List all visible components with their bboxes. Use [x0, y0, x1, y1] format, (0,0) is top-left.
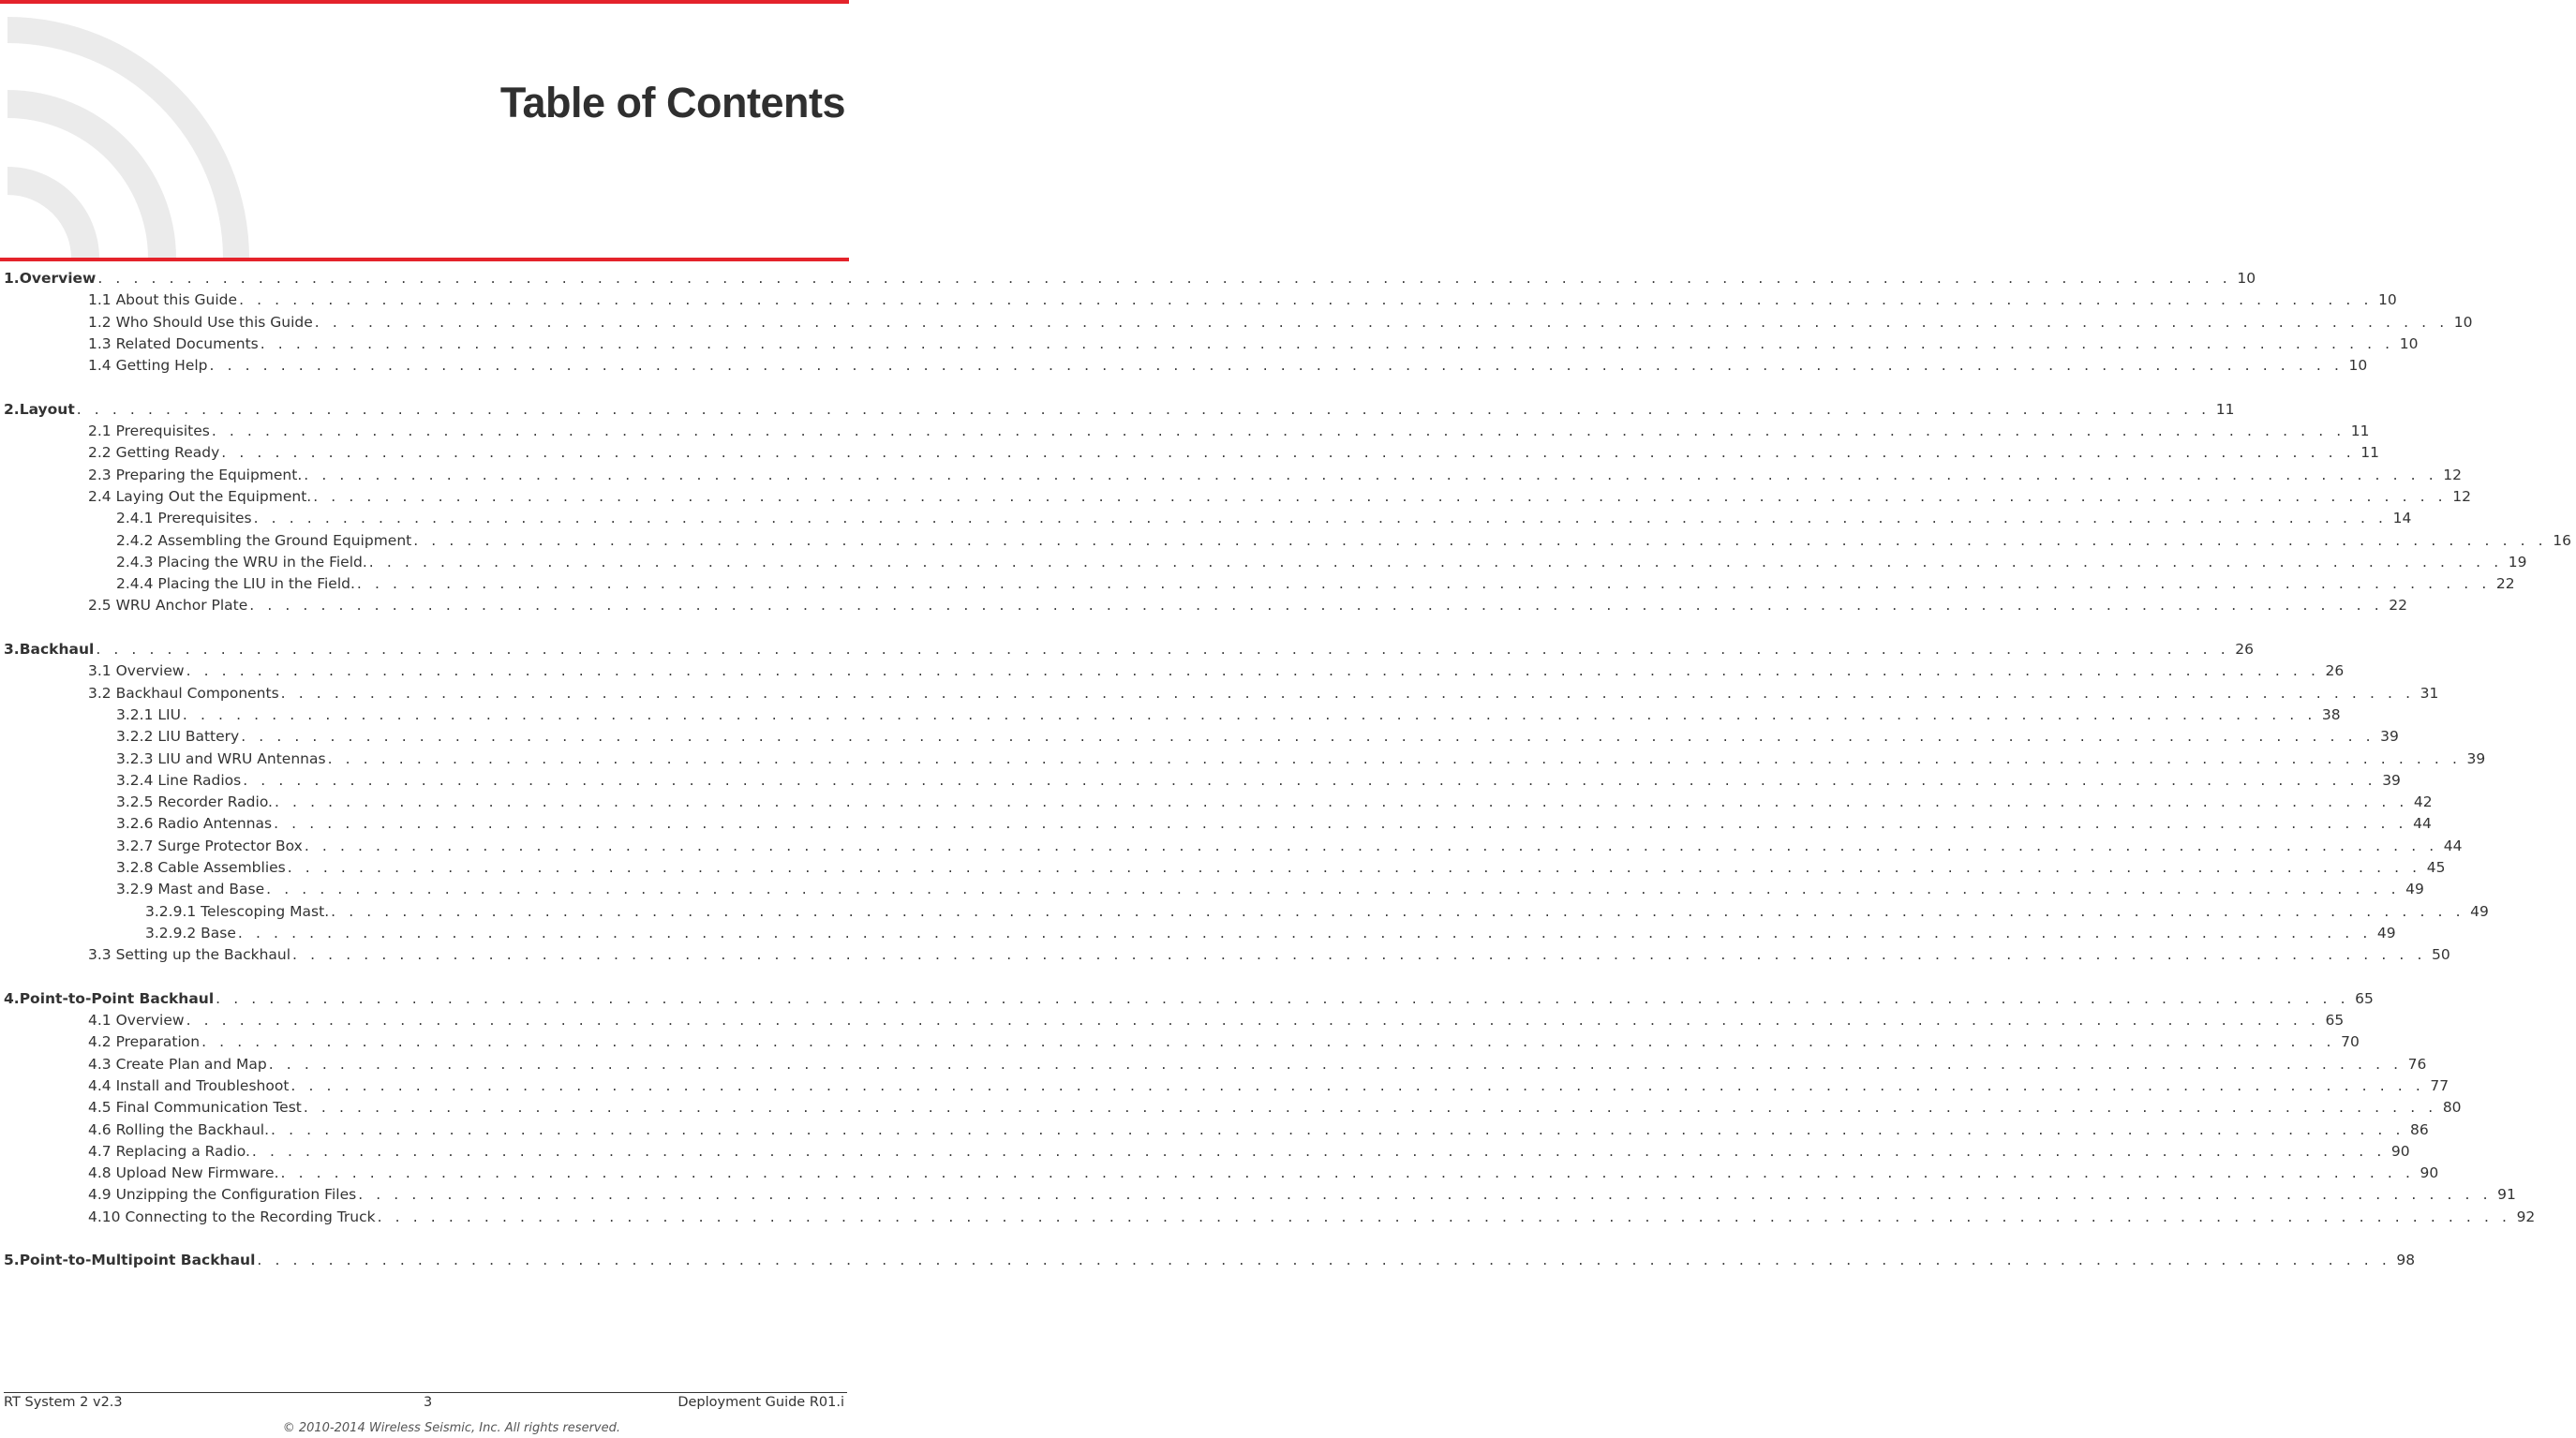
toc-page-number: 14 [2392, 510, 2412, 527]
toc-dot-leader: . . . . . . . . . . . . . . . . . . . . . . . . . . . . . . . . . . . . . . . . . . . . . . . . . . . . . . . . . . . . . . . . . . . . . . . . . . . . . . . . . . . . . . . . . . . . . . . . . . . . . . . . . . . . . . . . . . . . . . . . [253, 510, 2388, 527]
toc-dot-leader: . . . . . . . . . . . . . . . . . . . . . . . . . . . . . . . . . . . . . . . . . . . . . . . . . . . . . . . . . . . . . . . . . . . . . . . . . . . . . . . . . . . . . . . . . . . . . . . . . . . . . . . . . . . . . . . . . . . . . . . . [221, 444, 2356, 462]
toc-entry-title: Overview [19, 270, 97, 287]
toc-entry-title: 4.1 Overview [88, 1012, 185, 1030]
title-accent-rule [0, 258, 849, 261]
toc-dot-leader: . . . . . . . . . . . . . . . . . . . . . . . . . . . . . . . . . . . . . . . . . . . . . . . . . . . . . . . . . . . . . . . . . . . . . . . . . . . . . . . . . . . . . . . . . . . . . . . . . . . . . . . . . . . . . . . . . . . . . . . . [290, 1076, 2425, 1094]
toc-dot-leader: . . . . . . . . . . . . . . . . . . . . . . . . . . . . . . . . . . . . . . . . . . . . . . . . . . . . . . . . . . . . . . . . . . . . . . . . . . . . . . . . . . . . . . . . . . . . . . . . . . . . . . . . . . . . . . . . . . . . . . . . [274, 815, 2408, 833]
toc-entry[interactable] [0, 334, 2419, 355]
toc-entry[interactable] [0, 465, 2462, 486]
page-footer [4, 1393, 844, 1412]
toc-dot-leader: . . . . . . . . . . . . . . . . . . . . . . . . . . . . . . . . . . . . . . . . . . . . . . . . . . . . . . . . . . . . . . . . . . . . . . . . . . . . . . . . . . . . . . . . . . . . . . . . . . . . . . . . . . . . . . . . . . . . . . . . [292, 946, 2426, 964]
toc-dot-leader: . . . . . . . . . . . . . . . . . . . . . . . . . . . . . . . . . . . . . . . . . . . . . . . . . . . . . . . . . . . . . . . . . . . . . . . . . . . . . . . . . . . . . . . . . . . . . . . . . . . . . . . . . . . . . . . . . . . . . . . . [251, 1142, 2386, 1160]
toc-dot-leader: . . . . . . . . . . . . . . . . . . . . . . . . . . . . . . . . . . . . . . . . . . . . . . . . . . . . . . . . . . . . . . . . . . . . . . . . . . . . . . . . . . . . . . . . . . . . . . . . . . . . . . . . . . . . . . . . . . . . . . . . [201, 1033, 2336, 1051]
toc-page-number: 80 [2442, 1099, 2462, 1117]
toc-page-number: 65 [2355, 989, 2374, 1007]
signal-arcs-icon [0, 7, 253, 256]
toc-page-number: 49 [2376, 924, 2396, 941]
toc-entry[interactable] [0, 901, 2489, 923]
toc-page-number: 49 [2470, 902, 2489, 920]
toc-entry[interactable] [0, 442, 2379, 464]
toc-chapter-number: 4. [4, 989, 20, 1007]
toc-entry-title: 3.2.4 Line Radios [116, 771, 242, 789]
toc-dot-leader: . . . . . . . . . . . . . . . . . . . . . . . . . . . . . . . . . . . . . . . . . . . . . . . . . . . . . . . . . . . . . . . . . . . . . . . . . . . . . . . . . . . . . . . . . . . . . . . . . . . . . . . . . . . . . . . . . . . . . . . . [358, 1186, 2493, 1204]
toc-entry[interactable] [0, 683, 2439, 704]
toc-entry[interactable] [0, 749, 2486, 770]
toc-entry[interactable] [0, 792, 2433, 813]
toc-page-number: 10 [2378, 291, 2397, 309]
toc-dot-leader: . . . . . . . . . . . . . . . . . . . . . . . . . . . . . . . . . . . . . . . . . . . . . . . . . . . . . . . . . . . . . . . . . . . . . . . . . . . . . . . . . . . . . . . . . . . . . . . . . . . . . . . . . . . . . . . . . . . . . . . . [260, 334, 2394, 352]
toc-dot-leader: . . . . . . . . . . . . . . . . . . . . . . . . . . . . . . . . . . . . . . . . . . . . . . . . . . . . . . . . . . . . . . . . . . . . . . . . . . . . . . . . . . . . . . . . . . . . . . . . . . . . . . . . . . . . . . . . . . . . . . . . [96, 641, 2230, 659]
toc-dot-leader: . . . . . . . . . . . . . . . . . . . . . . . . . . . . . . . . . . . . . . . . . . . . . . . . . . . . . . . . . . . . . . . . . . . . . . . . . . . . . . . . . . . . . . . . . . . . . . . . . . . . . . . . . . . . . . . . . . . . . . . . [287, 859, 2421, 877]
toc-entry-title: 4.7 Replacing a Radio. [88, 1142, 250, 1160]
toc-entry-title: 2.5 WRU Anchor Plate [88, 597, 248, 615]
toc-page-number: 44 [2413, 815, 2432, 833]
toc-entry[interactable] [0, 312, 2473, 334]
page-title: Table of Contents [499, 79, 845, 126]
toc-entry[interactable] [0, 289, 2397, 311]
copyright-notice: © 2010-2014 Wireless Seismic, Inc. All rights reserved. [282, 1421, 620, 1435]
toc-page-number: 50 [2432, 946, 2450, 964]
toc-page-number: 42 [2413, 793, 2433, 811]
toc-dot-leader: . . . . . . . . . . . . . . . . . . . . . . . . . . . . . . . . . . . . . . . . . . . . . . . . . . . . . . . . . . . . . . . . . . . . . . . . . . . . . . . . . . . . . . . . . . . . . . . . . . . . . . . . . . . . . . . . . . . . . . . . [280, 1164, 2415, 1182]
toc-page-number: 45 [2426, 859, 2446, 877]
toc-page-number: 39 [2380, 728, 2399, 746]
toc-page-number: 16 [2553, 531, 2571, 549]
toc-entry[interactable] [0, 1141, 2410, 1163]
toc-entry-title: Layout [19, 400, 75, 418]
top-accent-rule [0, 0, 849, 4]
toc-entry[interactable] [0, 508, 2412, 529]
toc-entry[interactable] [0, 530, 2571, 552]
toc-page-number: 49 [2405, 881, 2424, 898]
footer-document-version: Deployment Guide R01.i [678, 1395, 844, 1410]
toc-entry[interactable] [0, 1097, 2462, 1119]
toc-entry[interactable] [0, 660, 2345, 682]
toc-entry[interactable] [0, 1054, 2427, 1075]
toc-dot-leader: . . . . . . . . . . . . . . . . . . . . . . . . . . . . . . . . . . . . . . . . . . . . . . . . . . . . . . . . . . . . . . . . . . . . . . . . . . . . . . . . . . . . . . . . . . . . . . . . . . . . . . . . . . . . . . . . . . . . . . . . [327, 749, 2462, 767]
toc-dot-leader: . . . . . . . . . . . . . . . . . . . . . . . . . . . . . . . . . . . . . . . . . . . . . . . . . . . . . . . . . . . . . . . . . . . . . . . . . . . . . . . . . . . . . . . . . . . . . . . . . . . . . . . . . . . . . . . . . . . . . . . . [241, 728, 2375, 746]
toc-entry[interactable] [0, 944, 2450, 966]
toc-page-number: 10 [2453, 313, 2473, 331]
toc-entry-title: 4.10 Connecting to the Recording Truck [88, 1208, 376, 1225]
table-of-contents [0, 268, 2571, 1272]
toc-entry-title: 1.3 Related Documents [88, 334, 259, 352]
toc-chapter-number: 1. [4, 270, 20, 287]
toc-entry-title: Backhaul [19, 641, 95, 659]
toc-dot-leader: . . . . . . . . . . . . . . . . . . . . . . . . . . . . . . . . . . . . . . . . . . . . . . . . . . . . . . . . . . . . . . . . . . . . . . . . . . . . . . . . . . . . . . . . . . . . . . . . . . . . . . . . . . . . . . . . . . . . . . . . [356, 575, 2491, 593]
toc-dot-leader: . . . . . . . . . . . . . . . . . . . . . . . . . . . . . . . . . . . . . . . . . . . . . . . . . . . . . . . . . . . . . . . . . . . . . . . . . . . . . . . . . . . . . . . . . . . . . . . . . . . . . . . . . . . . . . . . . . . . . . . . [243, 771, 2377, 789]
toc-entry-title: 2.4.4 Placing the LIU in the Field. [116, 575, 355, 593]
toc-entry[interactable] [0, 770, 2401, 792]
toc-entry-title: 4.9 Unzipping the Configuration Files [88, 1186, 357, 1204]
toc-dot-leader: . . . . . . . . . . . . . . . . . . . . . . . . . . . . . . . . . . . . . . . . . . . . . . . . . . . . . . . . . . . . . . . . . . . . . . . . . . . . . . . . . . . . . . . . . . . . . . . . . . . . . . . . . . . . . . . . . . . . . . . . [266, 881, 2401, 898]
toc-entry-title: 3.2.5 Recorder Radio. [116, 793, 273, 811]
toc-entry[interactable] [0, 1184, 2516, 1206]
toc-entry[interactable] [0, 552, 2527, 573]
toc-page-number: 11 [2215, 400, 2235, 418]
toc-page-number: 98 [2396, 1252, 2416, 1269]
toc-dot-leader: . . . . . . . . . . . . . . . . . . . . . . . . . . . . . . . . . . . . . . . . . . . . . . . . . . . . . . . . . . . . . . . . . . . . . . . . . . . . . . . . . . . . . . . . . . . . . . . . . . . . . . . . . . . . . . . . . . . . . . . . [186, 1012, 2320, 1030]
toc-dot-leader: . . . . . . . . . . . . . . . . . . . . . . . . . . . . . . . . . . . . . . . . . . . . . . . . . . . . . . . . . . . . . . . . . . . . . . . . . . . . . . . . . . . . . . . . . . . . . . . . . . . . . . . . . . . . . . . . . . . . . . . . [303, 1099, 2437, 1117]
toc-dot-leader: . . . . . . . . . . . . . . . . . . . . . . . . . . . . . . . . . . . . . . . . . . . . . . . . . . . . . . . . . . . . . . . . . . . . . . . . . . . . . . . . . . . . . . . . . . . . . . . . . . . . . . . . . . . . . . . . . . . . . . . . [249, 597, 2384, 615]
toc-entry[interactable] [0, 573, 2515, 595]
toc-entry[interactable] [0, 704, 2341, 726]
toc-entry[interactable] [0, 595, 2407, 616]
toc-page-number: 10 [2237, 270, 2256, 287]
toc-dot-leader: . . . . . . . . . . . . . . . . . . . . . . . . . . . . . . . . . . . . . . . . . . . . . . . . . . . . . . . . . . . . . . . . . . . . . . . . . . . . . . . . . . . . . . . . . . . . . . . . . . . . . . . . . . . . . . . . . . . . . . . . [182, 705, 2316, 723]
toc-dot-leader: . . . . . . . . . . . . . . . . . . . . . . . . . . . . . . . . . . . . . . . . . . . . . . . . . . . . . . . . . . . . . . . . . . . . . . . . . . . . . . . . . . . . . . . . . . . . . . . . . . . . . . . . . . . . . . . . . . . . . . . . [216, 989, 2350, 1007]
toc-page-number: 44 [2443, 837, 2463, 854]
toc-entry-title: Point-to-Multipoint Backhaul [19, 1252, 256, 1269]
toc-entry-title: 4.6 Rolling the Backhaul. [88, 1120, 270, 1138]
toc-page-number: 65 [2325, 1012, 2345, 1030]
toc-entry[interactable] [0, 1119, 2429, 1141]
toc-entry[interactable] [0, 813, 2432, 835]
toc-entry[interactable] [0, 726, 2399, 748]
toc-entry-title: 2.4 Laying Out the Equipment. [88, 487, 312, 505]
toc-entry[interactable] [0, 836, 2463, 857]
toc-entry[interactable] [0, 1163, 2439, 1184]
toc-dot-leader: . . . . . . . . . . . . . . . . . . . . . . . . . . . . . . . . . . . . . . . . . . . . . . . . . . . . . . . . . . . . . . . . . . . . . . . . . . . . . . . . . . . . . . . . . . . . . . . . . . . . . . . . . . . . . . . . . . . . . . . . [413, 531, 2548, 549]
toc-entry[interactable] [0, 355, 2368, 377]
toc-page-number: 11 [2350, 423, 2370, 440]
toc-page-number: 90 [2390, 1142, 2410, 1160]
toc-page-number: 92 [2516, 1208, 2536, 1225]
toc-chapter-entry[interactable] [0, 639, 2254, 660]
toc-page-number: 22 [2495, 575, 2515, 593]
toc-page-number: 31 [2420, 684, 2439, 702]
toc-entry-title: 4.2 Preparation [88, 1033, 201, 1051]
toc-entry-title: 3.2.8 Cable Assemblies [116, 859, 286, 877]
inner-arc [7, 167, 99, 259]
toc-entry-title: 2.4.1 Prerequisites [116, 510, 252, 527]
toc-page-number: 90 [2420, 1164, 2439, 1182]
toc-dot-leader: . . . . . . . . . . . . . . . . . . . . . . . . . . . . . . . . . . . . . . . . . . . . . . . . . . . . . . . . . . . . . . . . . . . . . . . . . . . . . . . . . . . . . . . . . . . . . . . . . . . . . . . . . . . . . . . . . . . . . . . . [274, 793, 2408, 811]
toc-page-number: 10 [2399, 334, 2419, 352]
toc-entry-title: 3.3 Setting up the Backhaul [88, 946, 291, 964]
toc-page-number: 10 [2348, 357, 2368, 375]
toc-entry-title: 2.1 Prerequisites [88, 423, 210, 440]
toc-entry-title: 3.2.7 Surge Protector Box [116, 837, 303, 854]
toc-dot-leader: . . . . . . . . . . . . . . . . . . . . . . . . . . . . . . . . . . . . . . . . . . . . . . . . . . . . . . . . . . . . . . . . . . . . . . . . . . . . . . . . . . . . . . . . . . . . . . . . . . . . . . . . . . . . . . . . . . . . . . . . [314, 313, 2449, 331]
toc-entry-title: Point-to-Point Backhaul [19, 989, 215, 1007]
toc-dot-leader: . . . . . . . . . . . . . . . . . . . . . . . . . . . . . . . . . . . . . . . . . . . . . . . . . . . . . . . . . . . . . . . . . . . . . . . . . . . . . . . . . . . . . . . . . . . . . . . . . . . . . . . . . . . . . . . . . . . . . . . . [304, 466, 2438, 483]
toc-entry-title: 3.2.3 LIU and WRU Antennas [116, 749, 326, 767]
toc-entry[interactable] [0, 857, 2446, 879]
toc-entry-title: 2.4.3 Placing the WRU in the Field. [116, 553, 367, 571]
toc-entry-title: 1.2 Who Should Use this Guide [88, 313, 313, 331]
toc-entry[interactable] [0, 923, 2396, 944]
toc-page-number: 19 [2508, 553, 2527, 571]
toc-entry-title: 4.3 Create Plan and Map [88, 1055, 267, 1073]
toc-chapter-entry[interactable] [0, 988, 2374, 1010]
toc-entry-title: 2.4.2 Assembling the Ground Equipment [116, 531, 412, 549]
toc-dot-leader: . . . . . . . . . . . . . . . . . . . . . . . . . . . . . . . . . . . . . . . . . . . . . . . . . . . . . . . . . . . . . . . . . . . . . . . . . . . . . . . . . . . . . . . . . . . . . . . . . . . . . . . . . . . . . . . . . . . . . . . . [304, 837, 2438, 854]
toc-entry-title: 1.1 About this Guide [88, 291, 238, 309]
toc-chapter-entry[interactable] [0, 268, 2256, 289]
toc-dot-leader: . . . . . . . . . . . . . . . . . . . . . . . . . . . . . . . . . . . . . . . . . . . . . . . . . . . . . . . . . . . . . . . . . . . . . . . . . . . . . . . . . . . . . . . . . . . . . . . . . . . . . . . . . . . . . . . . . . . . . . . . [211, 423, 2345, 440]
toc-page-number: 12 [2443, 466, 2462, 483]
toc-page-number: 26 [2325, 662, 2345, 680]
toc-chapter-entry[interactable] [0, 1250, 2416, 1271]
toc-page-number: 12 [2452, 487, 2471, 505]
toc-entry-title: 3.2.9 Mast and Base [116, 881, 265, 898]
toc-chapter-number: 3. [4, 641, 20, 659]
toc-page-number: 86 [2409, 1120, 2429, 1138]
footer-product-version: RT System 2 v2.3 [4, 1395, 123, 1410]
toc-entry[interactable] [0, 486, 2471, 508]
toc-chapter-number: 2. [4, 400, 20, 418]
toc-entry[interactable] [0, 1031, 2360, 1053]
toc-page-number: 76 [2407, 1055, 2427, 1073]
toc-entry-title: 1.4 Getting Help [88, 357, 208, 375]
toc-dot-leader: . . . . . . . . . . . . . . . . . . . . . . . . . . . . . . . . . . . . . . . . . . . . . . . . . . . . . . . . . . . . . . . . . . . . . . . . . . . . . . . . . . . . . . . . . . . . . . . . . . . . . . . . . . . . . . . . . . . . . . . . [237, 924, 2372, 941]
toc-dot-leader: . . . . . . . . . . . . . . . . . . . . . . . . . . . . . . . . . . . . . . . . . . . . . . . . . . . . . . . . . . . . . . . . . . . . . . . . . . . . . . . . . . . . . . . . . . . . . . . . . . . . . . . . . . . . . . . . . . . . . . . . [257, 1252, 2391, 1269]
toc-entry-title: 4.5 Final Communication Test [88, 1099, 302, 1117]
toc-dot-leader: . . . . . . . . . . . . . . . . . . . . . . . . . . . . . . . . . . . . . . . . . . . . . . . . . . . . . . . . . . . . . . . . . . . . . . . . . . . . . . . . . . . . . . . . . . . . . . . . . . . . . . . . . . . . . . . . . . . . . . . . [280, 684, 2415, 702]
toc-page-number: 70 [2341, 1033, 2360, 1051]
toc-page-number: 77 [2430, 1076, 2449, 1094]
toc-entry-title: 2.3 Preparing the Equipment. [88, 466, 303, 483]
toc-chapter-number: 5. [4, 1252, 20, 1269]
toc-dot-leader: . . . . . . . . . . . . . . . . . . . . . . . . . . . . . . . . . . . . . . . . . . . . . . . . . . . . . . . . . . . . . . . . . . . . . . . . . . . . . . . . . . . . . . . . . . . . . . . . . . . . . . . . . . . . . . . . . . . . . . . . [239, 291, 2374, 309]
toc-dot-leader: . . . . . . . . . . . . . . . . . . . . . . . . . . . . . . . . . . . . . . . . . . . . . . . . . . . . . . . . . . . . . . . . . . . . . . . . . . . . . . . . . . . . . . . . . . . . . . . . . . . . . . . . . . . . . . . . . . . . . . . . [209, 357, 2344, 375]
toc-entry-title: 3.1 Overview [88, 662, 185, 680]
toc-entry[interactable] [0, 1010, 2345, 1031]
toc-entry-title: 2.2 Getting Ready [88, 444, 220, 462]
toc-dot-leader: . . . . . . . . . . . . . . . . . . . . . . . . . . . . . . . . . . . . . . . . . . . . . . . . . . . . . . . . . . . . . . . . . . . . . . . . . . . . . . . . . . . . . . . . . . . . . . . . . . . . . . . . . . . . . . . . . . . . . . . . [97, 270, 2232, 287]
toc-chapter-entry[interactable] [0, 399, 2235, 421]
toc-dot-leader: . . . . . . . . . . . . . . . . . . . . . . . . . . . . . . . . . . . . . . . . . . . . . . . . . . . . . . . . . . . . . . . . . . . . . . . . . . . . . . . . . . . . . . . . . . . . . . . . . . . . . . . . . . . . . . . . . . . . . . . . [368, 553, 2503, 571]
toc-dot-leader: . . . . . . . . . . . . . . . . . . . . . . . . . . . . . . . . . . . . . . . . . . . . . . . . . . . . . . . . . . . . . . . . . . . . . . . . . . . . . . . . . . . . . . . . . . . . . . . . . . . . . . . . . . . . . . . . . . . . . . . . [76, 400, 2211, 418]
toc-page-number: 38 [2321, 705, 2341, 723]
toc-entry-title: 3.2.9.1 Telescoping Mast. [145, 902, 330, 920]
toc-page-number: 11 [2360, 444, 2379, 462]
toc-dot-leader: . . . . . . . . . . . . . . . . . . . . . . . . . . . . . . . . . . . . . . . . . . . . . . . . . . . . . . . . . . . . . . . . . . . . . . . . . . . . . . . . . . . . . . . . . . . . . . . . . . . . . . . . . . . . . . . . . . . . . . . . [271, 1120, 2405, 1138]
toc-page-number: 39 [2466, 749, 2486, 767]
toc-entry[interactable] [0, 1207, 2536, 1228]
toc-page-number: 26 [2235, 641, 2254, 659]
toc-dot-leader: . . . . . . . . . . . . . . . . . . . . . . . . . . . . . . . . . . . . . . . . . . . . . . . . . . . . . . . . . . . . . . . . . . . . . . . . . . . . . . . . . . . . . . . . . . . . . . . . . . . . . . . . . . . . . . . . . . . . . . . . [186, 662, 2320, 680]
toc-page-number: 22 [2389, 597, 2407, 615]
footer-page-number: 3 [424, 1395, 433, 1410]
toc-page-number: 91 [2497, 1186, 2516, 1204]
toc-entry-title: 4.4 Install and Troubleshoot [88, 1076, 290, 1094]
toc-page-number: 39 [2382, 771, 2401, 789]
toc-dot-leader: . . . . . . . . . . . . . . . . . . . . . . . . . . . . . . . . . . . . . . . . . . . . . . . . . . . . . . . . . . . . . . . . . . . . . . . . . . . . . . . . . . . . . . . . . . . . . . . . . . . . . . . . . . . . . . . . . . . . . . . . [313, 487, 2448, 505]
toc-dot-leader: . . . . . . . . . . . . . . . . . . . . . . . . . . . . . . . . . . . . . . . . . . . . . . . . . . . . . . . . . . . . . . . . . . . . . . . . . . . . . . . . . . . . . . . . . . . . . . . . . . . . . . . . . . . . . . . . . . . . . . . . [268, 1055, 2403, 1073]
toc-entry-title: 3.2 Backhaul Components [88, 684, 279, 702]
toc-entry-title: 3.2.1 LIU [116, 705, 181, 723]
toc-entry[interactable] [0, 1075, 2449, 1097]
toc-entry[interactable] [0, 421, 2370, 442]
toc-entry-title: 3.2.2 LIU Battery [116, 728, 240, 746]
toc-entry-title: 3.2.9.2 Base [145, 924, 236, 941]
toc-dot-leader: . . . . . . . . . . . . . . . . . . . . . . . . . . . . . . . . . . . . . . . . . . . . . . . . . . . . . . . . . . . . . . . . . . . . . . . . . . . . . . . . . . . . . . . . . . . . . . . . . . . . . . . . . . . . . . . . . . . . . . . . [331, 902, 2465, 920]
toc-entry[interactable] [0, 879, 2424, 900]
outer-arc [7, 17, 249, 259]
toc-entry-title: 3.2.6 Radio Antennas [116, 815, 273, 833]
toc-entry-title: 4.8 Upload New Firmware. [88, 1164, 279, 1182]
toc-dot-leader: . . . . . . . . . . . . . . . . . . . . . . . . . . . . . . . . . . . . . . . . . . . . . . . . . . . . . . . . . . . . . . . . . . . . . . . . . . . . . . . . . . . . . . . . . . . . . . . . . . . . . . . . . . . . . . . . . . . . . . . . [377, 1208, 2511, 1225]
